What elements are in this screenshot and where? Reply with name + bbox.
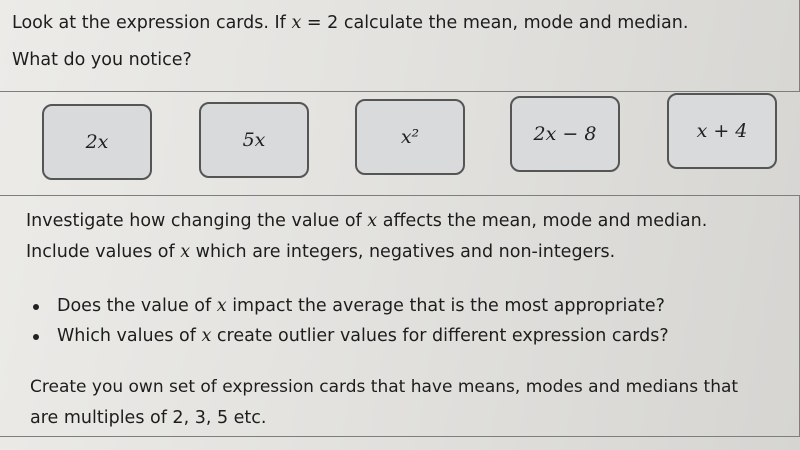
bullet-dot-1 — [33, 304, 39, 310]
intro-line-2: What do you notice? — [12, 50, 192, 70]
include-variable: x — [180, 242, 191, 262]
bullet-1-text-end: impact the average that is the most appropriate? — [232, 296, 665, 316]
investigate-variable: x — [367, 211, 378, 231]
create-line-2: are multiples of 2, 3, 5 etc. — [30, 408, 267, 428]
expression-card-1: 2x — [42, 104, 152, 180]
include-text-start: Include values of — [26, 242, 175, 262]
bullet-2-text-start: Which values of — [57, 326, 196, 346]
expression-card-2: 5x — [199, 102, 309, 178]
bullet-item-1 — [57, 295, 665, 317]
bullet-1-text-start: Does the value of — [57, 296, 212, 316]
expression-card-4: 2x − 8 — [510, 96, 620, 172]
bullet-1-variable: x — [216, 296, 227, 316]
investigate-line-2 — [26, 241, 615, 263]
bullet-dot-2 — [33, 334, 39, 340]
expression-card-3: x² — [355, 99, 465, 175]
investigate-text-start: Investigate how changing the value of — [26, 211, 362, 231]
bullet-2-variable: x — [201, 326, 212, 346]
intro-line-1 — [12, 12, 688, 34]
investigate-text-end: affects the mean, mode and median. — [382, 211, 708, 231]
intro-text-start: Look at the expression cards. If — [12, 13, 286, 33]
bullet-item-2 — [57, 325, 669, 347]
investigate-line-1 — [26, 210, 707, 232]
intro-text-end: calculate the mean, mode and median. — [343, 13, 689, 33]
bullet-2-text-end: create outlier values for different expression cards? — [216, 326, 669, 346]
expression-card-5: x + 4 — [667, 93, 777, 169]
intro-variable: x — [291, 13, 302, 33]
intro-equals-value: = 2 — [306, 13, 339, 33]
create-line-1: Create you own set of expression cards that have means, modes and medians that — [30, 377, 739, 397]
include-text-end: which are integers, negatives and non-integers. — [195, 242, 616, 262]
